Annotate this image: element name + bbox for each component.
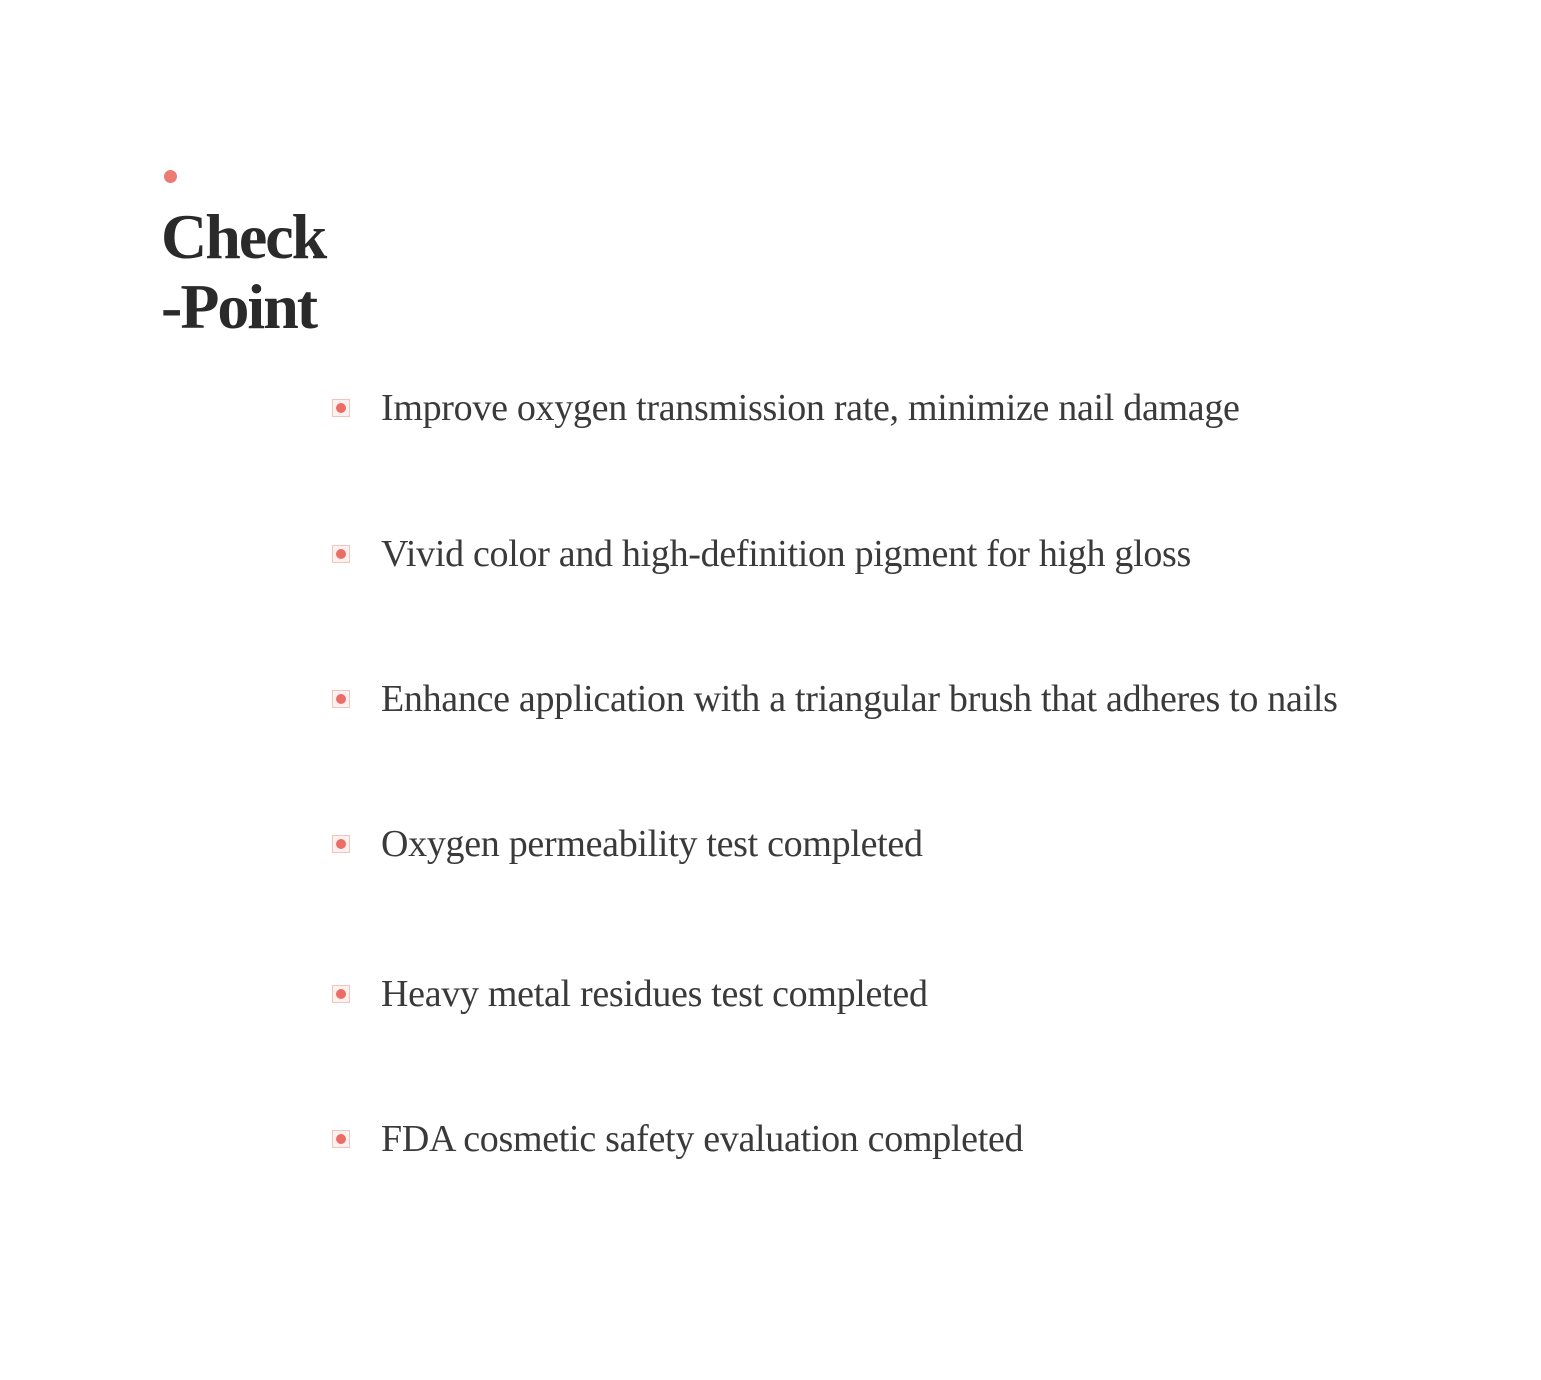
list-item	[332, 1111, 1023, 1167]
list-item-text: Improve oxygen transmission rate, minimize nail damage	[381, 387, 1240, 429]
list-item-text: Heavy metal residues test completed	[381, 973, 928, 1015]
bullet-icon	[332, 1130, 350, 1148]
title-line-1: Check	[161, 201, 326, 272]
accent-dot-icon	[164, 170, 177, 183]
list-item-text: FDA cosmetic safety evaluation completed	[381, 1118, 1024, 1160]
list-item-text: Vivid color and high-definition pigment for high gloss	[381, 533, 1192, 575]
list-item	[332, 966, 928, 1022]
title-line-2: -Point	[161, 271, 317, 342]
list-item	[332, 816, 923, 872]
list-item	[332, 380, 1240, 436]
bullet-icon	[332, 690, 350, 708]
bullet-icon	[332, 545, 350, 563]
page-title	[161, 202, 325, 342]
list-item-text: Enhance application with a triangular brush that adheres to nails	[381, 678, 1338, 720]
list-item-text: Oxygen permeability test completed	[381, 823, 923, 865]
list-item	[332, 526, 1191, 582]
bullet-icon	[332, 835, 350, 853]
bullet-icon	[332, 985, 350, 1003]
bullet-icon	[332, 399, 350, 417]
list-item	[332, 671, 1338, 727]
